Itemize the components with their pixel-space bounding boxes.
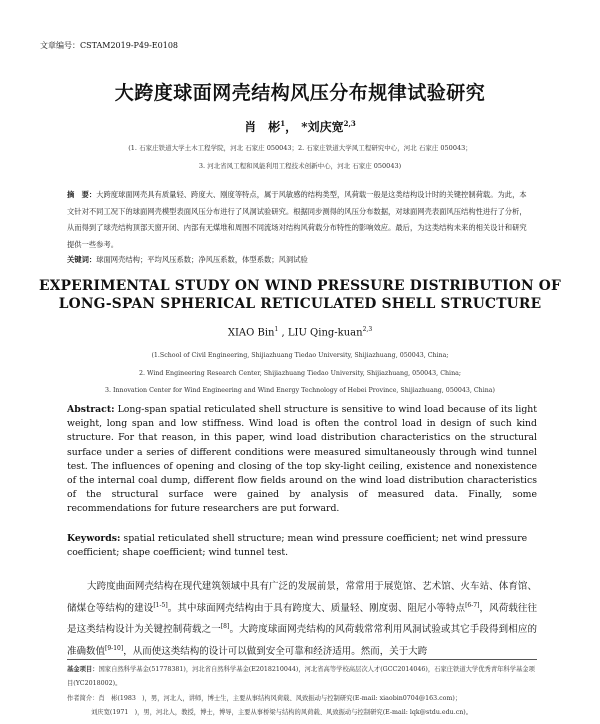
en-affil-line-2: 2. Wind Engineering Research Center, Shijiazhuang Tiedao University, Shijiazhuang, 050043, China; (138, 369, 462, 377)
cn-author-1: 肖 彬 (244, 120, 281, 134)
en-author-1-sup: 1 (274, 326, 279, 333)
en-keywords-text: spatial reticulated shell structure; mean wind pressure coefficient; net wind pressure coefficient; shape coefficient; wind tunnel test. (67, 533, 528, 559)
en-keywords-label: Keywords: (67, 533, 121, 544)
intro-paragraph (67, 578, 537, 661)
author-info-label: 作者简介： (67, 695, 99, 702)
cn-author-2-sup: 2,3 (343, 119, 356, 128)
cn-abstract (67, 187, 533, 253)
intro-text-3: ，风荷载往往是这类结构设计为关键控制荷载之一 (67, 602, 537, 636)
cn-abstract-label: 摘 要： (67, 190, 97, 199)
en-authors (0, 326, 600, 338)
en-affil-line-1: (1.School of Civil Engineering, Shijiazhuang Tiedao University, Shijiazhuang, 050043, China; (151, 352, 449, 359)
funding-footnote (67, 663, 537, 691)
en-author-1: XIAO Bin (227, 327, 275, 339)
cn-authors: 肖 彬$^1$， *刘庆宽$^{2,3}$ (244, 119, 356, 134)
cn-affiliations (0, 139, 600, 175)
intro-ref-2: [6-7] (465, 601, 480, 609)
cn-keywords (67, 254, 533, 266)
intro-ref-3: [8] (220, 623, 230, 631)
en-keywords (67, 532, 537, 560)
author-info-row-2: 刘庆宽(1971 )，男，河北人，教授，博士，博导，主要从事桥梁与结构的风荷载、风致振动与控制研究(E-mail: lqk@stdu.edu.cn)。 (91, 709, 473, 716)
en-title-line-2: LONG-SPAN SPHERICAL RETICULATED SHELL STRUCTURE (58, 295, 542, 312)
author-info-row-1: 肖 彬(1983 )，男，河北人，讲师，博士生，主要从事结构风荷载、风致振动与控制研究(E-mail: xiaobin0704@163.com)； (98, 695, 462, 702)
en-title-line-1: EXPERIMENTAL STUDY ON WIND PRESSURE DISTRIBUTION OF (38, 278, 562, 294)
fund-label: 基金项目： (67, 666, 99, 673)
cn-author-2: *刘庆宽 (301, 120, 344, 134)
cn-keywords-text: 球面网壳结构；平均风压系数；净风压系数，体型系数；风洞试验 (96, 255, 308, 264)
en-affil-line-3: 3. Innovation Center for Wind Engineering and Wind Energy Technology of Hebei Province, Shijiazhuang, 050043, China) (104, 387, 496, 395)
intro-text-5: ，从而使这类结构的设计可以做到安全可靠和经济适用。然而，关于大跨 (123, 645, 428, 657)
cn-keywords-label: 关键词： (67, 255, 97, 264)
intro-ref-4: [9-10] (105, 644, 124, 652)
en-author-2-sup: 2,3 (362, 326, 373, 333)
cn-title: 大跨度球面网壳结构风压分布规律试验研究 (114, 82, 486, 104)
intro-text-2: 。其中球面网壳结构由于具有跨度大、质量轻、刚度弱、阻尼小等特点 (167, 602, 466, 614)
cn-author-1-sup: 1 (280, 119, 286, 128)
cn-affil-line-1: (1. 石家庄铁道大学土木工程学院，河北 石家庄 050043；2. 石家庄铁道大学风工程研究中心，河北 石家庄 050043； (128, 144, 472, 152)
en-abstract-text: Long-span spatial reticulated shell structure is sensitive to wind load because of its light weight, long span and low stiffness. Wind load is often the control load in design of such kind structure. For that reason, in this paper, wind load distribution characteristics on the structural surface under a series of different conditions were measured simultaneously through wind tunnel test. The influences of opening and closing of the top sky-light ceiling, existence and nonexistence of the internal coal dump, different flow fields around on the wind load distribution characteristics of the structural surface were gained by analysis of measured data. Finally, some recommendations for future researchers are put forward. (67, 404, 537, 515)
en-abstract (67, 403, 537, 517)
en-affiliations (0, 347, 600, 400)
intro-text-1: 大跨度曲面网壳结构在现代建筑领域中具有广泛的发展前景，常常用于展览馆、艺术馆、火车站、体育馆、储煤仓等结构的建设 (67, 581, 537, 614)
intro-ref-1: [1-5] (153, 601, 168, 609)
author-info-footnote (67, 692, 537, 720)
article-id: 文章编号：CSTAM2019-P49-E0108 (40, 41, 178, 50)
en-author-2: , LIU Qing-kuan (278, 327, 363, 339)
cn-affil-line-2: 3. 河北省风工程和风能利用工程技术创新中心，河北 石家庄 050043) (198, 162, 402, 170)
cn-abstract-text: 大跨度球面网壳具有质量轻、跨度大、刚度等特点，属于风敏感的结构类型，风荷载一般是这类结构设计时的关键控制荷载。为此，本文针对不同工况下的球面网壳模型表面风压分布进行了风洞试验研究。根据同步测得的风压分布数据，对球面网壳表面风压结构性进行了分析，从而得到了球壳结构顶部天窗开闭、内部有无煤堆和周围不同流场对结构风荷载分布特性的影响效应。最后，为这类结构未来的相关设计和研究提供一些参考。 (67, 190, 527, 249)
intro-text-4: 。大跨度球面网壳结构的风荷载常常利用风洞试验或其它手段得到相应的准确数值 (67, 624, 537, 657)
en-title (0, 278, 600, 313)
en-abstract-label: Abstract: (67, 404, 115, 415)
footnote-rule (67, 659, 537, 660)
fund-text: 国家自然科学基金(51778381)，河北省自然科学基金(E2018210044)，河北省高等学校高层次人才(GCC2014046)，石家庄铁道大学优秀青年科学基金项目(YC2018002)。 (67, 666, 535, 687)
